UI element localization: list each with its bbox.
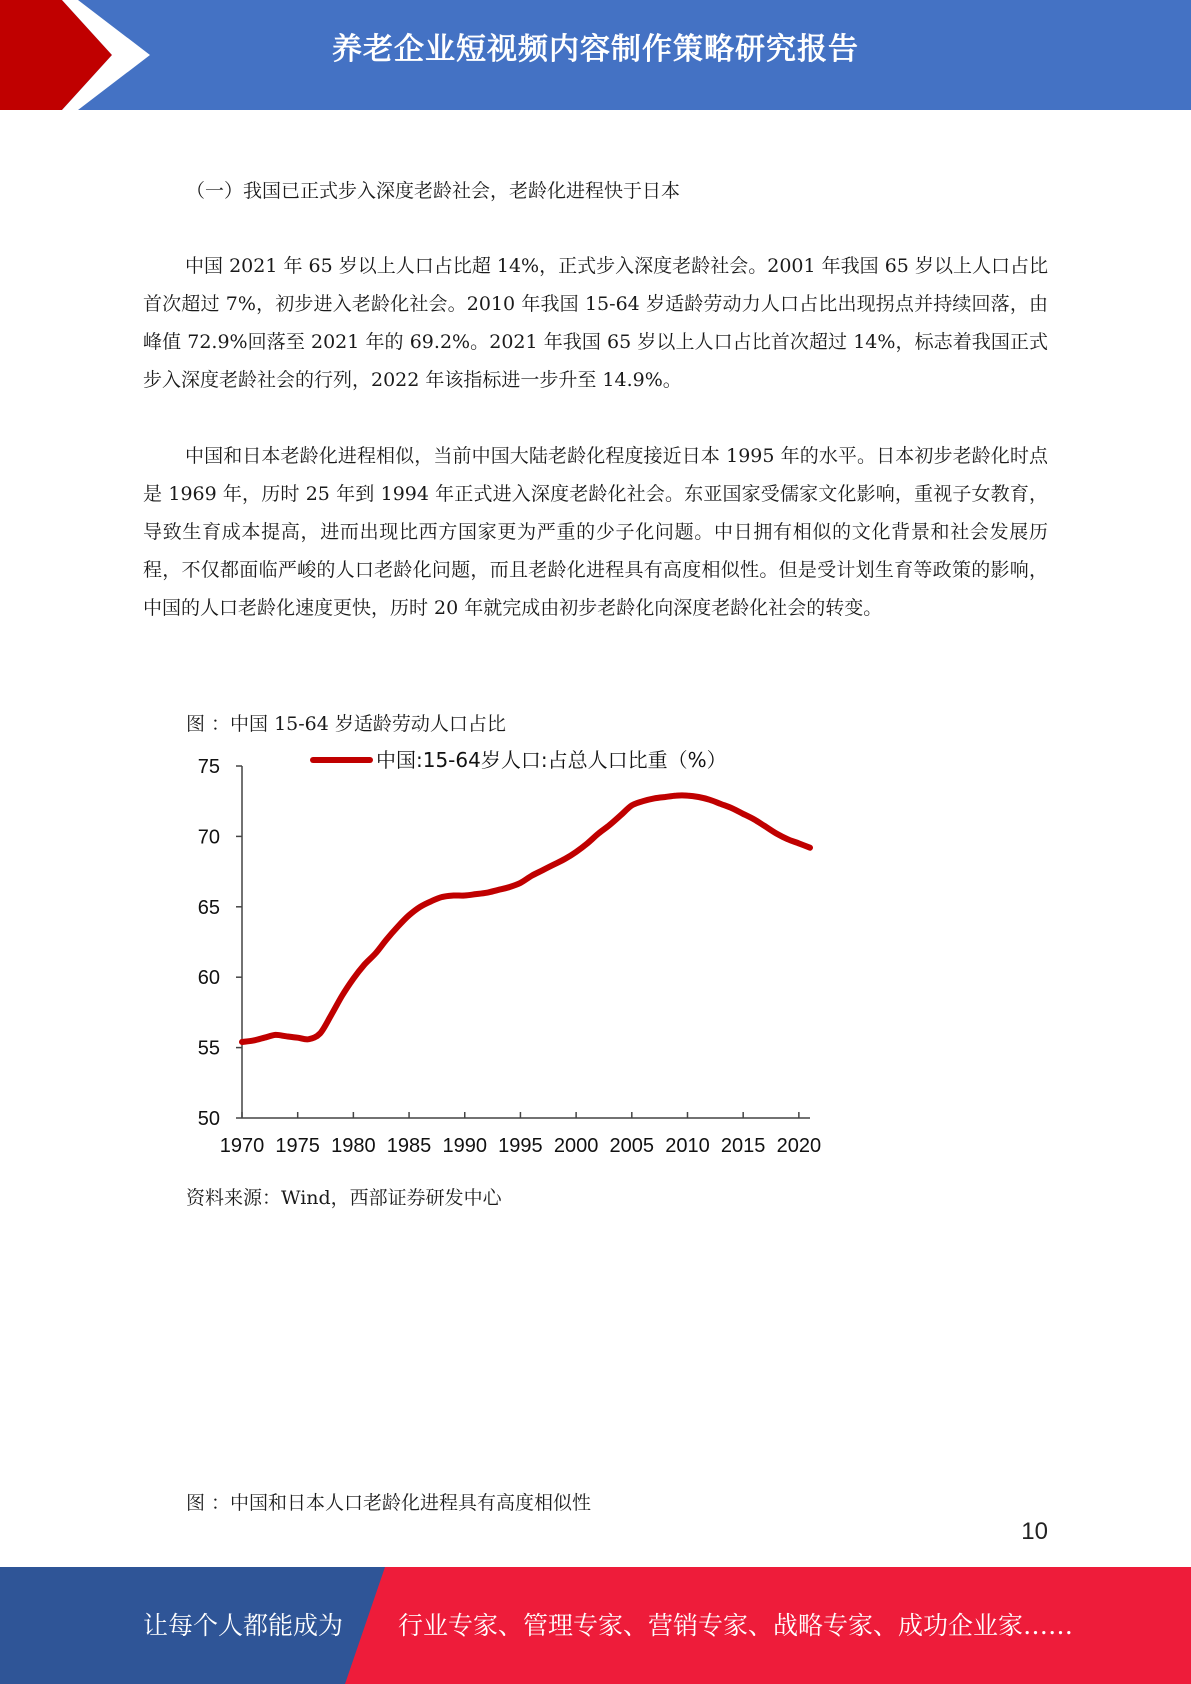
x-tick-label: 2020	[776, 1135, 822, 1157]
legend-label: 中国:15-64岁人口:占总人口比重（%）	[376, 748, 727, 772]
y-tick-label: 65	[197, 896, 220, 919]
x-tick-label: 1970	[219, 1135, 265, 1157]
x-tick-label: 1990	[442, 1135, 487, 1157]
page-number: 10	[1021, 1518, 1048, 1545]
x-tick-label: 2015	[720, 1135, 766, 1157]
page-footer	[0, 1567, 1191, 1684]
series-line-0	[242, 795, 810, 1042]
y-tick-label: 60	[197, 967, 220, 990]
report-title: 养老企业短视频内容制作策略研究报告	[332, 32, 859, 67]
y-tick-label: 50	[197, 1108, 220, 1130]
x-tick-label: 1995	[498, 1135, 543, 1157]
x-tick-label: 2000	[553, 1135, 599, 1157]
x-tick-label: 1980	[331, 1135, 376, 1157]
y-tick-label: 75	[197, 756, 220, 778]
footer-slogan-left: 让每个人都能成为	[143, 1611, 344, 1640]
footer-slogan-right: 行业专家、管理专家、营销专家、战略专家、成功企业家……	[398, 1611, 1074, 1640]
body-paragraph-2: 中国和日本老龄化进程相似，当前中国大陆老龄化程度接近日本 1995 年的水平。日本初步老龄化时点是 1969 年，历时 25 年到 1994 年正式进入深度老龄化社会。东亚国家受儒家文化影响，重视子女教育，导致生育成本提高，进而出现比西方国家更为严重的少子化问题。中日拥有相似的文化背景和社会发展历程，不仅都面临严峻的人口老龄化问题，而且老龄化进程具有高度相似性。但是受计划生育等政策的影响，中国的人口老龄化速度更快，历时 20 年就完成由初步老龄化向深度老龄化社会的转变。	[143, 445, 1048, 619]
page-header	[0, 0, 1191, 110]
y-tick-label: 70	[197, 826, 220, 849]
x-tick-label: 2005	[609, 1135, 655, 1157]
body-paragraph-1: 中国 2021 年 65 岁以上人口占比超 14%，正式步入深度老龄社会。2001 年我国 65 岁以上人口占比首次超过 7%，初步进入老龄化社会。2010 年我国 15-64 岁适龄劳动力人口占比出现拐点并持续回落，由峰值 72.9%回落至 2021 年的 69.2%。2021 年我国 65 岁以上人口占比首次超过 14%，标志着我国正式步入深度老龄社会的行列，2022 年该指标进一步升至 14.9%。	[143, 255, 1048, 391]
x-tick-label: 2010	[665, 1135, 710, 1157]
y-axis	[198, 756, 242, 1130]
series-group	[242, 795, 810, 1042]
chart-caption: 图 ：中国 15-64 岁适龄劳动人口占比	[186, 713, 506, 735]
chart-source: 资料来源：Wind，西部证券研发中心	[186, 1187, 502, 1209]
x-tick-label: 1975	[275, 1135, 320, 1157]
x-tick-label: 1985	[386, 1135, 432, 1157]
figure-caption: 图 ：中国和日本人口老龄化进程具有高度相似性	[186, 1492, 592, 1514]
working-age-population-chart	[180, 738, 870, 1158]
x-axis	[220, 1112, 821, 1157]
section-heading: （一）我国已正式步入深度老龄社会，老龄化进程快于日本	[186, 180, 681, 202]
chart-legend	[313, 748, 727, 772]
y-tick-label: 55	[197, 1037, 220, 1060]
